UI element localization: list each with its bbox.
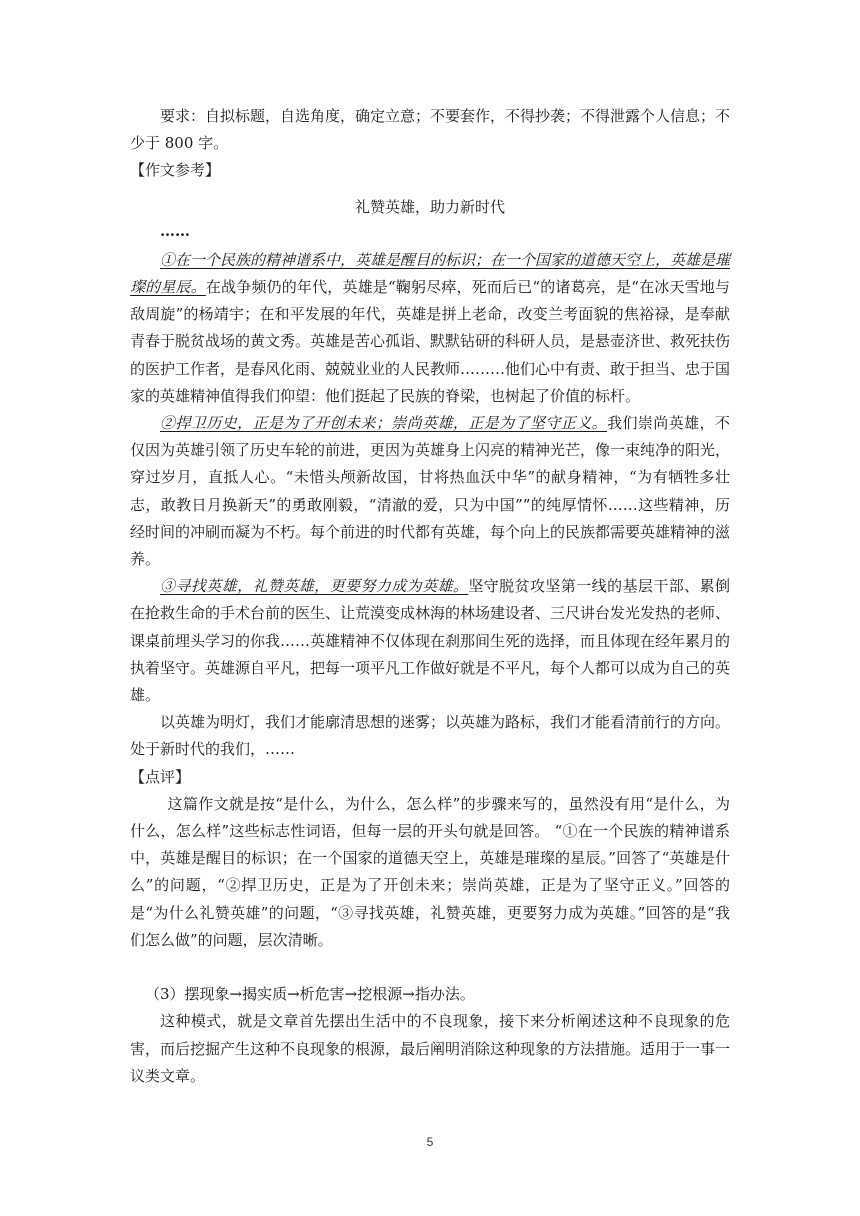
requirement-text: 要求：自拟标题，自选角度，确定立意；不要套作，不得抄袭；不得泄露个人信息；不少于 800 字。 [130, 107, 731, 153]
essay-paragraph-4: 以英雄为明灯，我们才能廓清思想的迷雾；以英雄为路标，我们才能看清前行的方向。处于新时代的我们，…… [130, 713, 731, 759]
essay-ellipsis: …… [160, 221, 190, 240]
essay-paragraph-1 [130, 247, 730, 410]
comment-heading: 【点评】 [130, 767, 191, 786]
paragraph-3-lead: ③寻找英雄，礼赞英雄，更要努力成为英雄。 [160, 577, 469, 596]
section-3-heading: （3）摆现象→揭实质→析危害→挖根源→指办法。 [145, 985, 475, 1004]
reference-heading: 【作文参考】 [130, 161, 221, 180]
section-3-body: 这种模式，就是文章首先摆出生活中的不良现象，接下来分析阐述这种不良现象的危害，而后挖掘产生这种不良现象的根源，最后阐明消除这种现象的方法措施。适用于一事一议类文章。 [130, 1012, 731, 1085]
paragraph-1-body: 在战争频仍的年代，英雄是“鞠躬尽瘁，死而后已“的诸葛亮，是“在冰天雪地与敌周旋”的杨靖宇；在和平发展的年代，英雄是拼上老命，改变兰考面貌的焦裕禄，是奉献青春于脱贫战场的黄文秀。英雄是苦心孤诣、默默钻研的科研人员，是悬壶济世、救死扶伤的医护工作者，是春风化雨、兢兢业业的人民教师………他们心中有责、敢于担当、忠于国家的英雄精神值得我们仰望：他们挺起了民族的脊梁，也树起了价值的标杆。 [130, 278, 731, 405]
essay-paragraph-3 [130, 573, 730, 709]
paragraph-1-lead: ①在一个民族的精神谱系中，英雄是醒目的标识；在一个国家的道德天空上，英雄是璀璨的星辰。 [130, 250, 731, 297]
paragraph-2-body: 我们崇尚英雄，不仅因为英雄引领了历史车轮的前进，更因为英雄身上闪亮的精神光芒，像一束纯净的阳光，穿过岁月，直抵人心。“未惜头颅新故国，甘将热血沃中华”的献身精神，“为有牺牲多壮志，敢教日月换新天”的勇敢刚毅，“清澈的爱，只为中国””的纯厚情怀……这些精神，历经时间的冲刷而凝为不朽。每个前进的时代都有英雄，每个向上的民族都需要英雄精神的滋养。 [130, 414, 731, 569]
paragraph-3-body: 坚守脱贫攻坚第一线的基层干部、累倒在抢救生命的手术台前的医生、让荒漠变成林海的林场建设者、三尺讲台发光发热的老师、课桌前埋头学习的你我……英雄精神不仅体现在刹那间生死的选择，而且体现在经年累月的执着坚守。英雄源自平凡，把每一项平凡工作做好就是不平凡，每个人都可以成为自己的英雄。 [130, 577, 731, 705]
essay-title: 礼赞英雄，助力新时代 [354, 197, 505, 216]
section-gap [130, 954, 730, 981]
paragraph-2-lead: ②捍卫历史，正是为了开创未来；崇尚英雄，正是为了坚守正义。 [160, 414, 608, 433]
essay-paragraph-2 [130, 410, 730, 573]
page-content [130, 103, 730, 1090]
comment-body: 这篇作文就是按“是什么，为什么，怎么样”的步骤来写的，虽然没有用“是什么，为什么，怎么样”这些标志性词语，但每一层的开头句就是回答。 “①在一个民族的精神谱系中，英雄是醒目的标识；在一个国家的道德天空上，英雄是璀璨的星辰。”回答了“英雄是什么”的问题，“②捍卫历史，正是为了开创未来；崇尚英雄，正是为了坚守正义。”回答的是“为什么礼赞英雄”的问题，“③寻找英雄，礼赞英雄，更要努力成为英雄。”回答的是“我们怎么做”的问题，层次清晰。 [130, 794, 730, 949]
page-number: 5 [426, 1135, 434, 1149]
